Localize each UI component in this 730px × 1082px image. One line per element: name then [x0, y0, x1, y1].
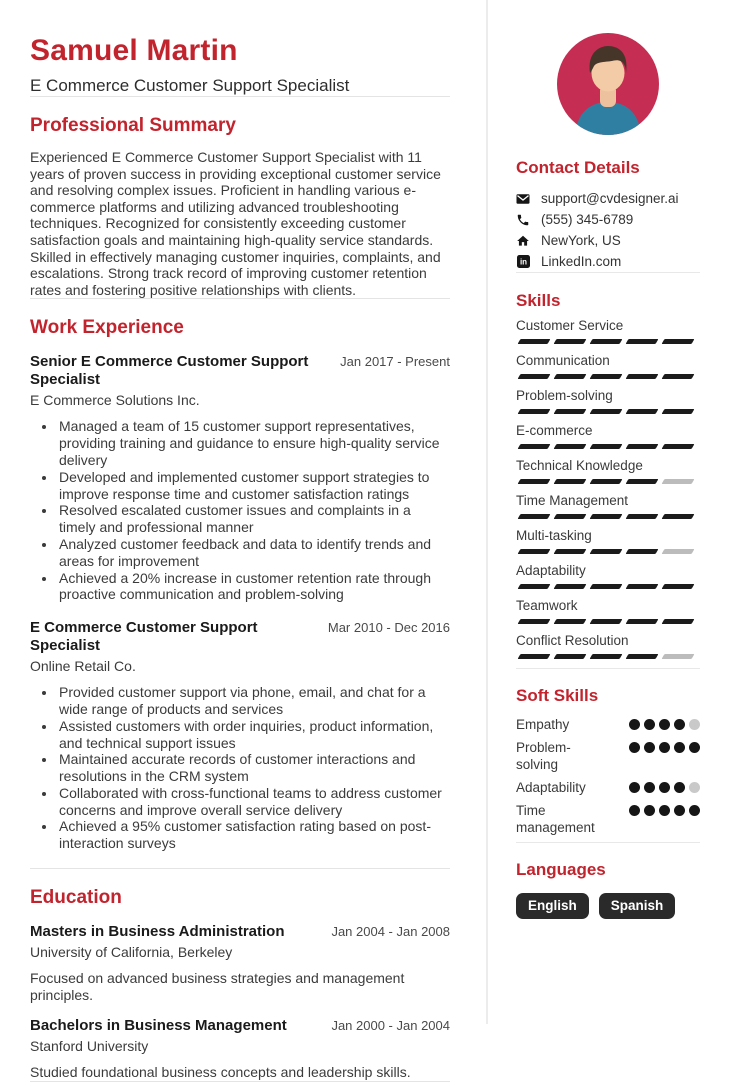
job-bullet-list	[30, 684, 450, 852]
job-bullet: • Provided customer support via phone, email, and chat for a wide range of products and services	[57, 684, 450, 718]
contact-heading: Contact Details	[516, 158, 640, 177]
education-entry-head	[30, 923, 450, 941]
work-divider	[30, 868, 450, 869]
skill-bar-segment	[518, 409, 551, 414]
skill-item	[516, 493, 700, 519]
skill-bar-segment	[626, 409, 659, 414]
skill-bar-segment	[590, 409, 623, 414]
soft-skill-dots	[629, 779, 700, 793]
skill-bar-segment	[590, 374, 623, 379]
skills-divider	[516, 668, 700, 669]
skill-level-bar	[516, 584, 700, 589]
soft-skill-dot	[644, 805, 655, 816]
skill-level-bar	[516, 654, 700, 659]
skill-name: Multi-tasking	[516, 528, 592, 543]
soft-skill-dot	[659, 805, 670, 816]
work-experience-section	[30, 316, 450, 852]
soft-skill-dot	[689, 742, 700, 753]
language-badge: Spanish	[599, 893, 676, 919]
soft-skill-dot	[659, 782, 670, 793]
skill-bar-segment	[590, 444, 623, 449]
skills-heading: Skills	[516, 291, 561, 310]
education-dates: Jan 2004 - Jan 2008	[331, 924, 450, 940]
contact-list	[516, 188, 700, 272]
job-company: Online Retail Co.	[30, 658, 136, 675]
skill-name: Adaptability	[516, 563, 586, 578]
skill-item	[516, 458, 700, 484]
skill-bar-segment	[590, 584, 623, 589]
skill-bar-segment	[554, 654, 587, 659]
soft-skill-name: Time management	[516, 803, 595, 835]
skills-list	[516, 318, 700, 659]
skill-bar-segment	[662, 549, 695, 554]
soft-skills-divider	[516, 842, 700, 843]
contact-item-location	[516, 230, 700, 251]
skill-name: Time Management	[516, 493, 629, 508]
skill-bar-segment	[662, 514, 695, 519]
soft-skill-dot	[644, 719, 655, 730]
soft-skill-dot	[659, 719, 670, 730]
job-bullet-list	[30, 418, 450, 603]
soft-skill-dot	[629, 805, 640, 816]
skill-level-bar	[516, 549, 700, 554]
skill-level-bar	[516, 339, 700, 344]
soft-skill-dots	[629, 739, 700, 753]
skill-bar-segment	[554, 339, 587, 344]
skill-bar-segment	[554, 619, 587, 624]
skill-item	[516, 318, 700, 344]
phone-icon	[516, 213, 530, 227]
soft-skill-name: Adaptability	[516, 780, 586, 795]
skill-item	[516, 528, 700, 554]
skill-bar-segment	[518, 339, 551, 344]
soft-skill-dot	[629, 782, 640, 793]
job-dates: Mar 2010 - Dec 2016	[327, 620, 450, 636]
soft-skill-item	[516, 716, 700, 733]
job-company: E Commerce Solutions Inc.	[30, 392, 200, 409]
skill-name: Technical Knowledge	[516, 458, 643, 473]
skill-bar-segment	[626, 584, 659, 589]
profile-photo	[557, 33, 659, 135]
skill-bar-segment	[518, 479, 551, 484]
job-bullet: • Managed a team of 15 customer support representatives, providing training and guidance to ensure high-quality service delivery	[57, 418, 450, 468]
contact-email-text: support@cvdesigner.ai	[541, 191, 679, 206]
skill-item	[516, 353, 700, 379]
person-name: Samuel Martin	[30, 34, 238, 67]
soft-skill-item	[516, 779, 700, 796]
skill-level-bar	[516, 409, 700, 414]
person-job-title: E Commerce Customer Support Specialist	[30, 76, 350, 95]
education-degree: Bachelors in Business Management	[30, 1017, 287, 1035]
skill-bar-segment	[626, 374, 659, 379]
education-entry-head	[30, 1017, 450, 1035]
skill-bar-segment	[590, 654, 623, 659]
avatar-illustration	[557, 33, 659, 135]
home-icon	[516, 234, 530, 248]
job-list	[30, 353, 450, 852]
skill-bar-segment	[518, 374, 551, 379]
soft-skill-name: Problem-solving	[516, 740, 571, 772]
skill-name: Customer Service	[516, 318, 624, 333]
skill-bar-segment	[662, 654, 695, 659]
education-heading: Education	[30, 887, 122, 909]
skill-level-bar	[516, 619, 700, 624]
header-divider	[30, 96, 450, 97]
skill-bar-segment	[662, 584, 695, 589]
job-bullet: • Developed and implemented customer support strategies to improve response time and customer satisfaction ratings	[57, 469, 450, 503]
contact-location-text: NewYork, US	[541, 233, 621, 248]
email-icon	[516, 192, 530, 206]
skill-name: Communication	[516, 353, 610, 368]
education-list	[30, 923, 450, 1081]
job-title: E Commerce Customer Support Specialist	[30, 619, 258, 655]
soft-skill-dot	[629, 719, 640, 730]
contact-divider	[516, 272, 700, 273]
soft-skill-dot	[674, 719, 685, 730]
skill-name: Conflict Resolution	[516, 633, 629, 648]
skill-bar-segment	[590, 619, 623, 624]
skill-bar-segment	[662, 339, 695, 344]
language-badge: English	[516, 893, 589, 919]
soft-skill-dot	[674, 805, 685, 816]
soft-skill-dot	[689, 782, 700, 793]
skill-bar-segment	[590, 339, 623, 344]
soft-skill-dot	[689, 719, 700, 730]
education-description: Studied foundational business concepts and leadership skills.	[30, 1064, 411, 1081]
education-description: Focused on advanced business strategies and management principles.	[30, 970, 405, 1004]
skill-bar-segment	[554, 444, 587, 449]
skill-bar-segment	[518, 654, 551, 659]
skill-bar-segment	[662, 444, 695, 449]
skill-bar-segment	[518, 444, 551, 449]
skill-bar-segment	[662, 409, 695, 414]
skill-bar-segment	[626, 339, 659, 344]
education-entry	[30, 1017, 450, 1081]
skill-bar-segment	[662, 619, 695, 624]
skill-item	[516, 423, 700, 449]
soft-skill-dots	[629, 716, 700, 730]
skill-bar-segment	[626, 444, 659, 449]
education-school: Stanford University	[30, 1038, 149, 1055]
job-bullet: • Resolved escalated customer issues and complaints in a timely and professional manner	[57, 502, 450, 536]
skill-level-bar	[516, 479, 700, 484]
education-degree: Masters in Business Administration	[30, 923, 285, 941]
contact-linkedin-text: LinkedIn.com	[541, 254, 622, 269]
skill-bar-segment	[518, 514, 551, 519]
skill-bar-segment	[554, 479, 587, 484]
linkedin-icon	[516, 255, 530, 269]
contact-item-email[interactable]	[516, 188, 700, 209]
skill-item	[516, 633, 700, 659]
summary-text: Experienced E Commerce Customer Support Specialist with 11 years of proven success in providing exceptional customer service and resolving complex issues. Proficient in handling various e-commerce platforms and utilizing advanced troubleshooting techniques. Recognized for consistently exceeding customer satisfaction goals and maintaining high-quality service standards. Skilled in effectively managing customer inquiries, complaints, and escalations. Strong track record of improving customer retention rates and fostering positive relationships with clients.	[30, 149, 441, 298]
soft-skill-name: Empathy	[516, 717, 570, 732]
contact-item-phone	[516, 209, 700, 230]
skill-name: E-commerce	[516, 423, 593, 438]
skill-bar-segment	[626, 619, 659, 624]
job-bullet: • Assisted customers with order inquiries, product information, and technical support issues	[57, 718, 450, 752]
skill-bar-segment	[554, 409, 587, 414]
job-bullet: • Maintained accurate records of customer interactions and resolutions in the CRM system	[57, 751, 450, 785]
skill-level-bar	[516, 444, 700, 449]
job-entry	[30, 353, 450, 603]
skill-bar-segment	[518, 549, 551, 554]
skill-bar-segment	[662, 479, 695, 484]
skill-bar-segment	[554, 374, 587, 379]
skill-bar-segment	[626, 479, 659, 484]
job-entry-head	[30, 353, 450, 389]
skill-bar-segment	[662, 374, 695, 379]
skill-item	[516, 563, 700, 589]
education-entry	[30, 923, 450, 1004]
soft-skill-item	[516, 802, 700, 836]
skill-name: Teamwork	[516, 598, 578, 613]
skill-level-bar	[516, 514, 700, 519]
languages-list	[516, 893, 700, 919]
summary-section	[30, 114, 450, 298]
work-heading: Work Experience	[30, 317, 184, 339]
job-bullet: • Achieved a 95% customer satisfaction rating based on post-interaction surveys	[57, 818, 450, 852]
skill-level-bar	[516, 374, 700, 379]
contact-phone-text: (555) 345-6789	[541, 212, 634, 227]
languages-heading: Languages	[516, 860, 606, 879]
soft-skill-dot	[674, 782, 685, 793]
skill-bar-segment	[554, 584, 587, 589]
education-school: University of California, Berkeley	[30, 944, 233, 961]
soft-skill-dot	[644, 742, 655, 753]
skill-bar-segment	[590, 479, 623, 484]
soft-skill-dot	[689, 805, 700, 816]
skill-bar-segment	[518, 584, 551, 589]
summary-divider	[30, 298, 450, 299]
soft-skills-heading: Soft Skills	[516, 686, 599, 705]
soft-skill-dots	[629, 802, 700, 816]
soft-skill-dot	[629, 742, 640, 753]
job-entry	[30, 619, 450, 852]
skill-item	[516, 598, 700, 624]
summary-heading: Professional Summary	[30, 115, 236, 136]
education-dates: Jan 2000 - Jan 2004	[331, 1018, 450, 1034]
svg-text:in: in	[519, 257, 527, 267]
skill-item	[516, 388, 700, 414]
sidebar-column	[488, 0, 730, 1024]
job-bullet: • Collaborated with cross-functional teams to address customer concerns and improve overall service delivery	[57, 785, 450, 819]
education-section	[30, 886, 450, 1081]
job-bullet: • Achieved a 20% increase in customer retention rate through proactive communication and problem-solving	[57, 570, 450, 604]
skill-name: Problem-solving	[516, 388, 613, 403]
skill-bar-segment	[626, 514, 659, 519]
job-title: Senior E Commerce Customer Support Specialist	[30, 353, 309, 389]
skill-bar-segment	[554, 549, 587, 554]
job-bullet: • Analyzed customer feedback and data to identify trends and areas for improvement	[57, 536, 450, 570]
soft-skills-list	[516, 716, 700, 836]
skill-bar-segment	[590, 514, 623, 519]
soft-skill-dot	[659, 742, 670, 753]
job-dates: Jan 2017 - Present	[340, 354, 450, 370]
skill-bar-segment	[590, 549, 623, 554]
soft-skill-dot	[644, 782, 655, 793]
contact-item-linkedin[interactable]	[516, 251, 700, 272]
skill-bar-segment	[626, 549, 659, 554]
skill-bar-segment	[626, 654, 659, 659]
job-entry-head	[30, 619, 450, 655]
skill-bar-segment	[554, 514, 587, 519]
soft-skill-dot	[674, 742, 685, 753]
soft-skill-item	[516, 739, 700, 773]
skill-bar-segment	[518, 619, 551, 624]
